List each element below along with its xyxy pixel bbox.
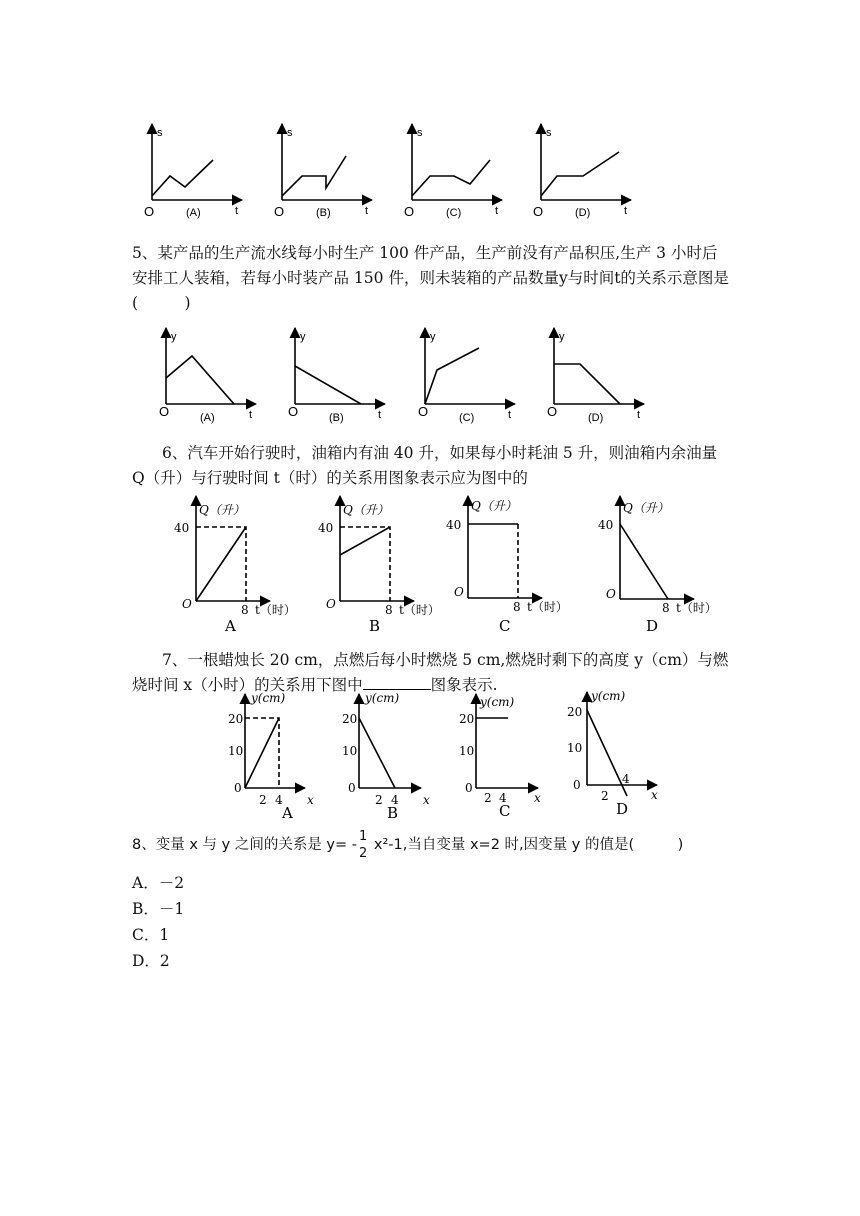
fig5-b-origin: O [288,404,299,419]
fig6-b-ylabel: Q（升） [343,503,389,517]
fig6-a-origin: O [182,597,192,611]
fig7-a-option: A [282,804,293,822]
fig7-d-xtick-4: 4 [622,772,630,786]
choice-a: A．－2 [132,874,185,892]
fig6-graph-b [318,496,440,635]
fig7-b-xtick-2: 2 [375,793,383,807]
fig5-d-option: (D) [588,412,604,424]
question-7-text-after: 图象表示. [430,676,498,694]
fig6-graph-a [174,496,296,635]
fig5-a-ylabel: y [171,331,177,343]
fig7-a-ytick-10: 10 [228,744,244,758]
fig4-a-ylabel: s [157,127,163,139]
fig7-d-option: D [616,800,629,818]
choice-c: C．1 [132,926,170,944]
fig4-graph-b [274,124,372,219]
fig7-c-ytick-10: 10 [459,744,475,758]
fig4-c-origin: O [404,204,415,219]
fig5-a-option: (A) [200,412,215,424]
fig5-graph-c [418,328,515,424]
question-8-choices [132,870,184,974]
fig6-c-xtick: 8 [513,600,521,614]
fig7-b-option: B [387,804,399,822]
fig6-b-origin: O [326,597,336,611]
fig5-graph-b [288,328,385,424]
fig5-d-xlabel: t [637,409,641,421]
fig6-c-origin: O [454,585,464,599]
fig6-a-option: A [225,617,236,635]
question-7-text-before: 7、一根蜡烛长 20 cm，点燃后每小时燃烧 5 cm,燃烧时剩下的高度 y（cm）与燃烧时间 x（小时）的关系用下图中 [132,651,729,694]
fig6-graphs [0,492,860,640]
fig4-a-origin: O [144,204,155,219]
fig4-b-ylabel: s [287,127,293,139]
fig5-d-origin: O [547,404,558,419]
fig7-c-ylabel: y(cm) [480,695,515,709]
fraction-denominator: 2 [359,845,368,861]
fig7-c-ytick-0: 0 [465,781,473,795]
fig4-b-origin: O [274,204,285,219]
fraction-numerator: 1 [359,828,368,844]
fig4-c-xlabel: t [495,205,499,217]
fig7-c-xtick-4: 4 [499,791,507,805]
fig4-d-origin: O [533,204,544,219]
fig7-b-ytick-20: 20 [342,712,358,726]
fig6-b-ytick: 40 [318,521,334,535]
fig5-b-xlabel: t [378,409,382,421]
fig5-d-ylabel: y [559,331,565,343]
fig5-a-origin: O [159,404,170,419]
fig5-c-ylabel: y [430,331,436,343]
fig7-a-xlabel: x [307,793,314,807]
fig5-graphs [0,322,860,430]
fig7-a-ylabel: y(cm) [251,691,286,705]
fig4-a-xlabel: t [235,205,239,217]
fig6-b-xtick: 8 [385,603,393,617]
fig6-b-option: B [369,617,381,635]
fig4-d-option: (D) [575,207,591,219]
fig4-b-xlabel: t [365,205,369,217]
fig5-c-xlabel: t [508,409,512,421]
fig4-c-option: (C) [446,207,462,219]
fig7-c-xtick-2: 2 [484,791,492,805]
fig6-b-xlabel: t（时） [399,603,440,617]
fig7-a-ytick-20: 20 [228,712,244,726]
fig5-b-option: (B) [329,412,344,424]
fig6-a-xlabel: t（时） [255,603,296,617]
fig7-graph-d [567,689,658,818]
fig7-b-xlabel: x [423,793,430,807]
fig4-c-ylabel: s [417,127,423,139]
fig5-a-xlabel: t [249,409,253,421]
fig7-graph-b [342,691,430,822]
question-5 [132,241,732,316]
fig6-a-xtick: 8 [241,603,249,617]
question-6 [132,441,732,491]
fig5-graph-d [547,328,644,424]
fig6-d-origin: O [606,587,616,601]
fig5-b-ylabel: y [300,331,306,343]
choice-d: D．2 [132,952,170,970]
question-8 [132,828,742,862]
fig7-d-ylabel: y(cm) [591,689,626,703]
question-8-text-before: 8、变量 x 与 y 之间的关系是 y= - [132,837,358,853]
fig7-c-ytick-20: 20 [459,712,475,726]
fig4-d-xlabel: t [624,205,628,217]
fig7-b-ytick-0: 0 [348,781,356,795]
question-8-fraction [359,829,367,862]
fig5-c-origin: O [418,404,429,419]
fig7-b-ytick-10: 10 [342,744,358,758]
fig4-graph-a [144,124,242,219]
fig7-a-ytick-0: 0 [234,781,242,795]
fig7-graphs [0,688,860,824]
question-8-text-after: x²-1,当自变量 x=2 时,因变量 y 的值是( ) [369,837,684,853]
fig6-d-xlabel: t（时） [676,601,717,615]
choice-b: B．－1 [132,900,185,918]
fig5-graph-a [159,328,256,424]
fig7-c-xlabel: x [534,791,541,805]
fig7-c-option: C [499,802,511,820]
fig4-graph-c [404,124,502,219]
fig7-d-ytick-10: 10 [567,741,583,755]
fig5-c-option: (C) [459,412,475,424]
fig6-d-ylabel: Q（升） [623,501,669,515]
fig7-b-ylabel: y(cm) [365,691,400,705]
fig6-c-ylabel: Q（升） [471,499,517,513]
fig7-d-xtick-2: 2 [601,789,609,803]
fig7-graph-c [459,694,541,820]
question-5-text: 5、某产品的生产流水线每小时生产 100 件产品，生产前没有产品积压,生产 3 小时后安排工人装箱，若每小时装产品 150 件，则未装箱的产品数量y与时间t的关系示意图是( ) [132,244,729,312]
fig4-b-option: (B) [316,207,331,219]
fig6-d-ytick: 40 [598,518,614,532]
fig7-d-xlabel: x [651,788,658,802]
fig6-graph-d [598,496,717,635]
fig6-d-option: D [646,617,659,635]
fig6-a-ylabel: Q（升） [199,503,245,517]
fig7-d-ytick-0: 0 [573,778,581,792]
fig7-graph-a [228,691,314,822]
fig4-graph-d [533,124,631,219]
question-6-text: 6、汽车开始行驶时，油箱内有油 40 升，如果每小时耗油 5 升，则油箱内余油量 Q（升）与行驶时间 t（时）的关系用图象表示应为图中的 [132,444,718,487]
fig4-d-ylabel: s [546,127,552,139]
fig6-c-xlabel: t（时） [527,600,568,614]
fig6-c-option: C [499,617,511,635]
fig7-a-xtick-4: 4 [275,793,283,807]
fig7-a-xtick-2: 2 [259,793,267,807]
fig4-graphs [0,118,860,228]
fig6-graph-c [446,496,568,635]
fig7-b-xtick-4: 4 [391,793,399,807]
fig6-d-xtick: 8 [662,601,670,615]
fig6-a-ytick: 40 [174,521,190,535]
fig6-c-ytick: 40 [446,518,462,532]
fig4-a-option: (A) [186,207,201,219]
fig7-d-ytick-20: 20 [567,705,583,719]
